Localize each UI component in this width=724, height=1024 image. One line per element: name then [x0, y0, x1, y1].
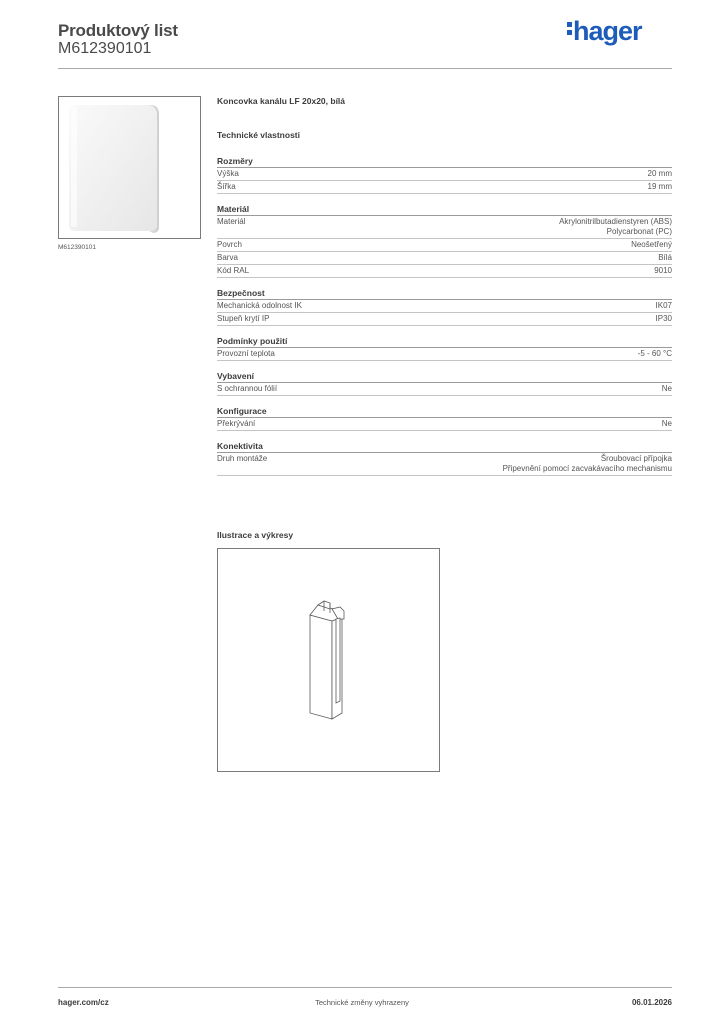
page-title: Produktový list [58, 21, 178, 40]
spec-value [638, 349, 672, 359]
spec-row [217, 181, 672, 194]
spec-group-title: Bezpečnost [217, 288, 672, 300]
spec-row [217, 453, 672, 476]
spec-row [217, 252, 672, 265]
spec-value-line: Polycarbonat (PC) [606, 227, 672, 236]
product-code: M612390101 [58, 40, 152, 57]
spec-label: Kód RAL [217, 266, 250, 275]
spec-row [217, 348, 672, 361]
spec-group-title: Vybavení [217, 371, 672, 383]
hager-logo [567, 16, 642, 47]
spec-label: Výška [217, 169, 239, 178]
spec-value [503, 454, 672, 474]
spec-group-title: Podmínky použití [217, 336, 672, 348]
spec-label: Šířka [217, 182, 236, 191]
spec-row [217, 383, 672, 396]
spec-label: Mechanická odolnost IK [217, 301, 302, 310]
footer-disclaimer: Technické změny vyhrazeny [315, 998, 409, 1007]
spec-label: Druh montáže [217, 454, 268, 463]
illustrations-title: Ilustrace a výkresy [217, 530, 294, 540]
spec-value-line: Připevnění pomocí zacvakávacího mechanismu [502, 464, 672, 473]
end-cap-drawing-icon [218, 549, 439, 771]
spec-row [217, 313, 672, 326]
spec-value-line: IP30 [655, 314, 672, 323]
spec-value [656, 314, 672, 324]
spec-value-line: 20 mm [647, 169, 672, 178]
thumbnail-caption: M612390101 [58, 244, 96, 251]
spec-label: Materiál [217, 217, 246, 226]
spec-value [648, 182, 672, 192]
spec-row [217, 168, 672, 181]
spec-value [648, 169, 672, 179]
spec-row [217, 239, 672, 252]
spec-label: Stupeň krytí IP [217, 314, 270, 323]
spec-value-line: 9010 [654, 266, 672, 275]
spec-group-title: Materiál [217, 204, 672, 216]
spec-group-title: Rozměry [217, 156, 672, 168]
spec-group [217, 441, 672, 476]
spec-group [217, 288, 672, 326]
header-divider [58, 68, 672, 69]
spec-content [217, 96, 672, 486]
product-photo-icon [59, 97, 200, 238]
spec-group [217, 406, 672, 431]
spec-label: Provozní teplota [217, 349, 275, 358]
spec-group-title: Konfigurace [217, 406, 672, 418]
spec-value [654, 266, 672, 276]
product-name: Koncovka kanálu LF 20x20, bílá [217, 96, 346, 106]
footer-divider [58, 987, 672, 988]
logo-text: hager [573, 16, 642, 46]
technical-drawing [217, 548, 440, 772]
spec-value [656, 301, 672, 311]
spec-group-title: Konektivita [217, 441, 672, 453]
spec-group [217, 336, 672, 361]
spec-row [217, 418, 672, 431]
spec-value-line: IK07 [655, 301, 672, 310]
spec-value-line: Akrylonitrilbutadienstyren (ABS) [559, 217, 672, 226]
spec-value [631, 240, 672, 250]
section-title: Technické vlastnosti [217, 130, 300, 140]
spec-label: Překrývání [217, 419, 256, 428]
spec-value [559, 217, 672, 237]
product-thumbnail [58, 96, 201, 239]
spec-row [217, 216, 672, 239]
spec-label: Barva [217, 253, 238, 262]
spec-label: Povrch [217, 240, 242, 249]
spec-value-line: 19 mm [647, 182, 672, 191]
spec-value [662, 419, 672, 429]
spec-row [217, 265, 672, 278]
spec-group [217, 204, 672, 278]
spec-group [217, 371, 672, 396]
spec-group [217, 156, 672, 194]
spec-value [658, 253, 672, 263]
spec-value-line: Bílá [658, 253, 672, 262]
spec-value-line: Šroubovací přípojka [600, 454, 672, 463]
spec-value-line: Neošetřený [631, 240, 672, 249]
spec-value-line: Ne [661, 419, 672, 428]
spec-value [662, 384, 672, 394]
spec-label: S ochrannou fólií [217, 384, 278, 393]
logo-dots-icon [567, 19, 572, 38]
footer-website: hager.com/cz [58, 998, 109, 1007]
spec-groups [217, 156, 672, 476]
footer-date: 06.01.2026 [631, 998, 672, 1007]
spec-value-line: Ne [661, 384, 672, 393]
spec-row [217, 300, 672, 313]
spec-value-line: -5 - 60 °C [637, 349, 672, 358]
